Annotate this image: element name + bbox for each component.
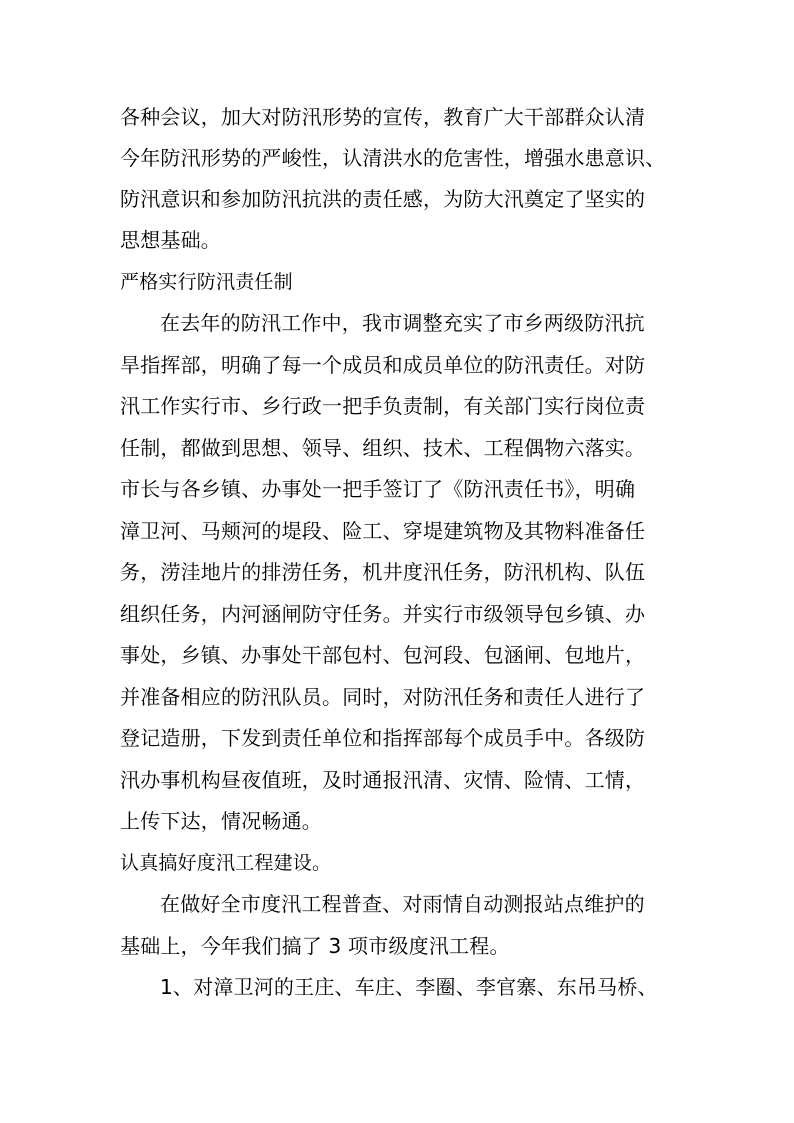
paragraph-line: 思想基础。 [120, 228, 221, 252]
paragraph-line: 基础上，今年我们搞了 3 项市级度汛工程。 [120, 934, 510, 958]
paragraph-line: 登记造册，下发到责任单位和指挥部每个成员手中。各级防 [120, 726, 646, 750]
paragraph-line: 防汛意识和参加防汛抗洪的责任感，为防大汛奠定了坚实的 [120, 187, 646, 211]
paragraph-line: 汛办事机构昼夜值班，及时通报汛清、灾情、险情、工情， [120, 768, 646, 792]
paragraph-line: 在做好全市度汛工程普查、对雨情自动测报站点维护的 [160, 892, 645, 916]
paragraph-line: 在去年的防汛工作中，我市调整充实了市乡两级防汛抗 [160, 311, 645, 335]
paragraph-line: 任制，都做到思想、领导、组织、技术、工程偶物六落实。 [120, 436, 646, 460]
paragraph-line: 市长与各乡镇、办事处一把手签订了《防汛责任书》，明确 [120, 477, 636, 501]
paragraph-line: 务，涝洼地片的排涝任务，机井度汛任务，防汛机构、队伍 [120, 560, 646, 584]
paragraph-line: 汛工作实行市、乡行政一把手负责制，有关部门实行岗位责 [120, 394, 646, 418]
paragraph-line: 漳卫河、马颊河的堤段、险工、穿堤建筑物及其物料准备任 [120, 519, 646, 543]
paragraph-line: 事处，乡镇、办事处干部包村、包河段、包涵闸、包地片， [120, 643, 646, 667]
paragraph-line: 组织任务，内河涵闸防守任务。并实行市级领导包乡镇、办 [120, 602, 646, 626]
section-heading: 认真搞好度汛工程建设。 [120, 852, 332, 874]
paragraph-line: 并准备相应的防汛队员。同时，对防汛任务和责任人进行了 [120, 685, 646, 709]
paragraph-line: 今年防汛形势的严峻性，认清洪水的危害性，增强水患意识、 [120, 146, 666, 170]
paragraph-line: 1、对漳卫河的王庄、车庄、李圈、李官寨、东吊马桥、 [160, 975, 658, 999]
paragraph-line: 旱指挥部，明确了每一个成员和成员单位的防汛责任。对防 [120, 353, 646, 377]
paragraph-line: 上传下达，情况畅通。 [120, 809, 322, 833]
paragraph-line: 各种会议，加大对防汛形势的宣传，教育广大干部群众认清 [120, 105, 646, 129]
section-heading: 严格实行防汛责任制 [120, 271, 293, 293]
